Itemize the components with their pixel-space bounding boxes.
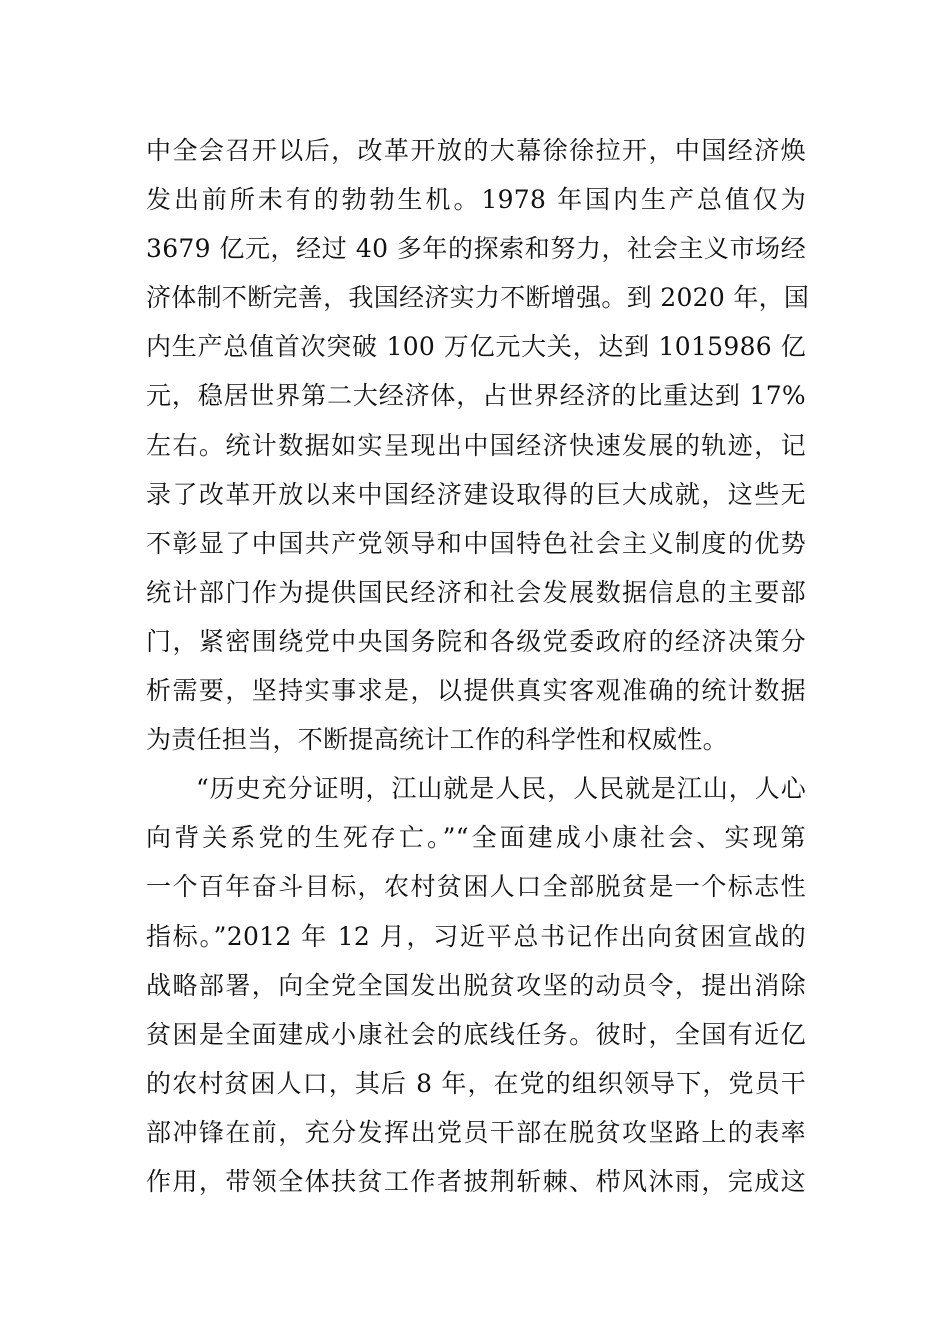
- text-line: 左右。统计数据如实呈现出中国经济快速发展的轨迹，记: [146, 430, 806, 460]
- text-line: 元，稳居世界第二大经济体，占世界经济的比重达到 17%: [146, 381, 806, 411]
- text-line: 析需要，坚持实事求是，以提供真实客观准确的统计数据: [146, 676, 806, 706]
- text-line: 统计部门作为提供国民经济和社会发展数据信息的主要部: [146, 577, 806, 607]
- text-line: 的农村贫困人口，其后 8 年，在党的组织领导下，党员干: [146, 1068, 806, 1098]
- text-line: 3679 亿元，经过 40 多年的探索和努力，社会主义市场经: [146, 234, 806, 264]
- text-line: 向背关系党的生死存亡。”“全面建成小康社会、实现第: [146, 823, 806, 853]
- text-line: 录了改革开放以来中国经济建设取得的巨大成就，这些无: [146, 479, 806, 509]
- text-line: 内生产总值首次突破 100 万亿元大关，达到 1015986 亿: [146, 332, 806, 362]
- text-line: 战略部署，向全党全国发出脱贫攻坚的动员令，提出消除: [146, 970, 806, 1000]
- text-line: 部冲锋在前，充分发挥出党员干部在脱贫攻坚路上的表率: [146, 1117, 806, 1147]
- text-line: 中全会召开以后，改革开放的大幕徐徐拉开，中国经济焕: [146, 136, 806, 165]
- text-line: 贫困是全面建成小康社会的底线任务。彼时，全国有近亿: [146, 1019, 806, 1049]
- text-line: 为责任担当，不断提高统计工作的科学性和权威性。: [146, 725, 728, 755]
- body-text: [146, 126, 810, 1206]
- text-line: 发出前所未有的勃勃生机。1978 年国内生产总值仅为: [146, 185, 806, 215]
- text-line: 指标。”2012 年 12 月，习近平总书记作出向贫困宣战的: [146, 921, 806, 951]
- text-line: 一个百年奋斗目标，农村贫困人口全部脱贫是一个标志性: [146, 872, 806, 902]
- text-line: 不彰显了中国共产党领导和中国特色社会主义制度的优势: [146, 528, 806, 558]
- text-line: 作用，带领全体扶贫工作者披荆斩棘、栉风沐雨，完成这: [146, 1166, 806, 1196]
- text-line: “历史充分证明，江山就是人民，人民就是江山，人心: [196, 774, 806, 804]
- text-line: 济体制不断完善，我国经济实力不断增强。到 2020 年，国: [146, 283, 810, 313]
- text-line: 门，紧密围绕党中央国务院和各级党委政府的经济决策分: [146, 626, 806, 656]
